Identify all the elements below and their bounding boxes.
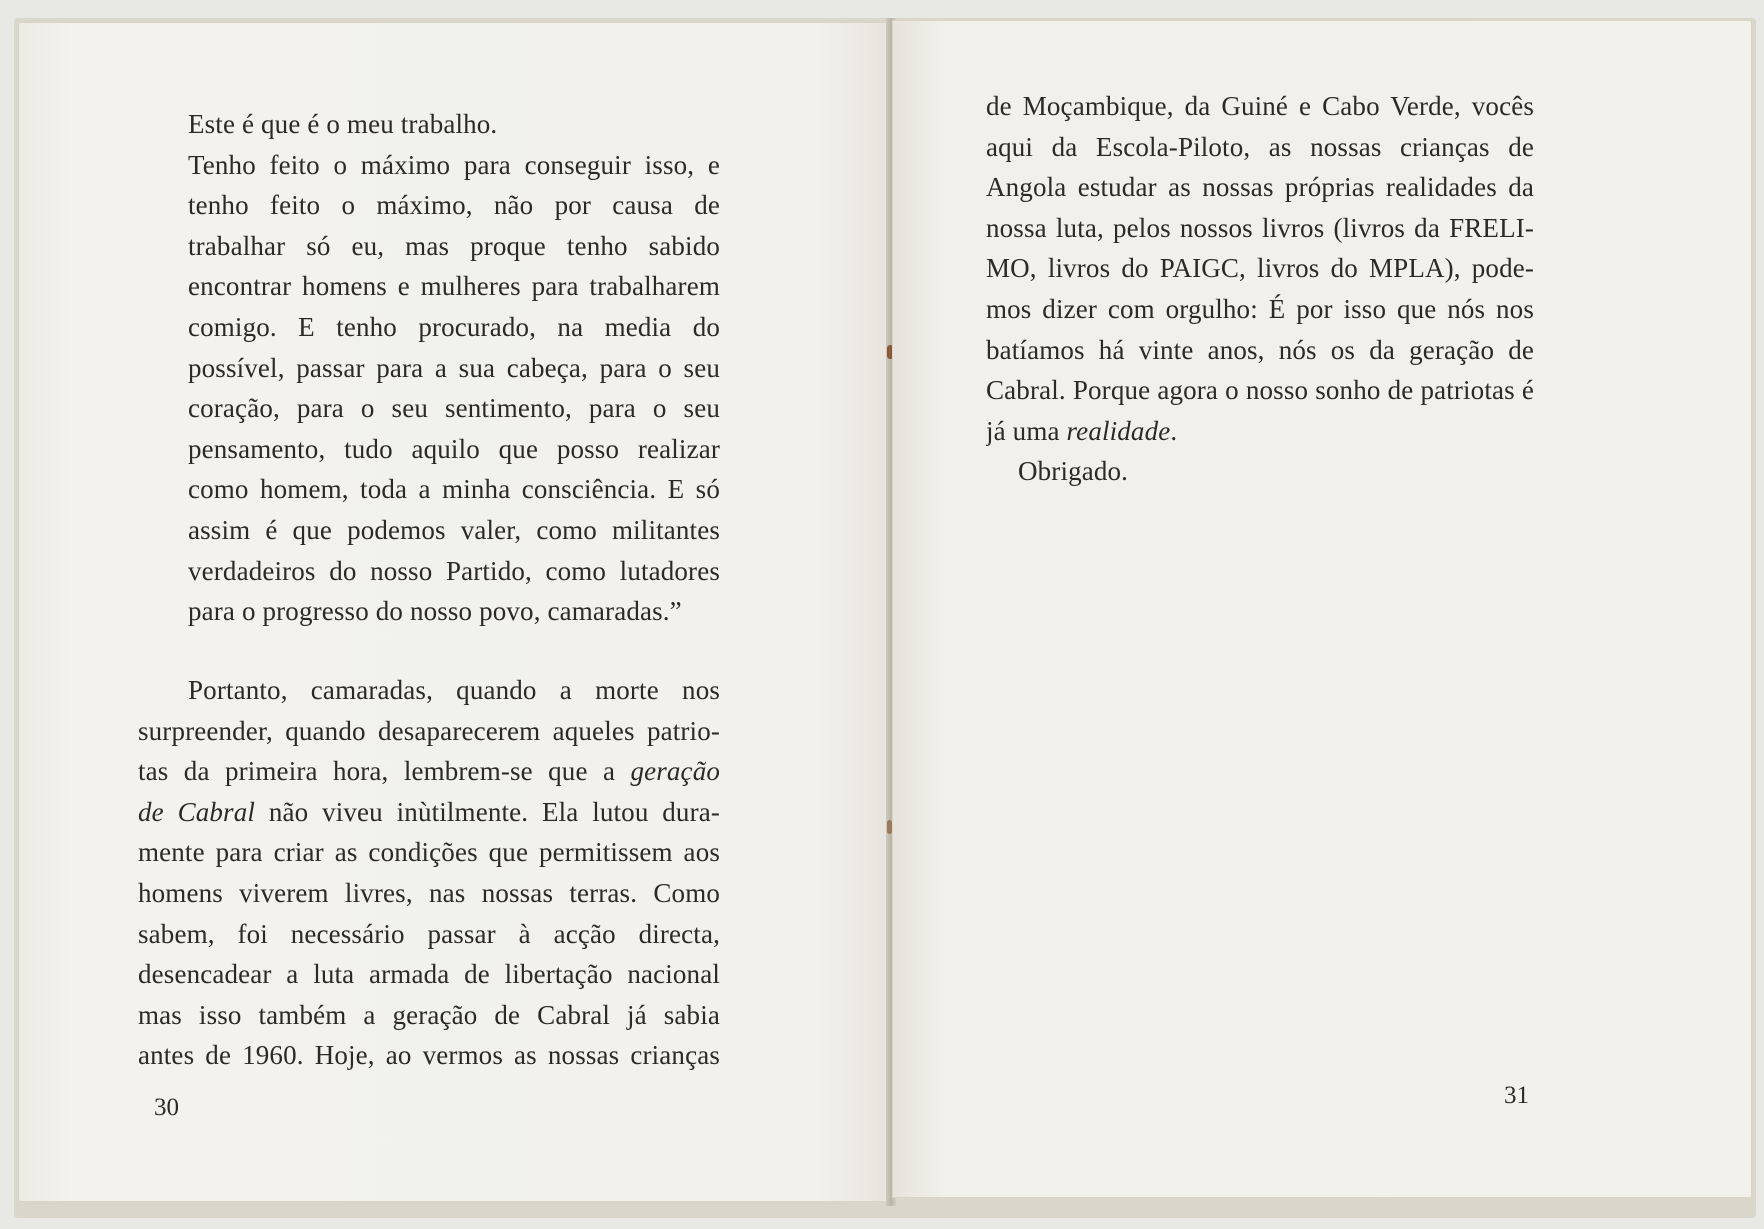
text-line: trabalhar só eu, mas proque tenho sabido bbox=[188, 230, 720, 261]
right-page bbox=[892, 20, 1752, 1198]
text-span: tas da primeira hora, lembrem-se que a bbox=[138, 756, 616, 787]
page-number: 31 bbox=[1504, 1082, 1529, 1109]
text-line: mas isso também a geração de Cabral já sabia bbox=[138, 999, 720, 1030]
left-page-text bbox=[188, 104, 720, 632]
text-line: para o progresso do nosso povo, camaradas.” bbox=[188, 596, 682, 627]
text-line: nossa luta, pelos nossos livros (livros da FRELI- bbox=[986, 212, 1534, 243]
text-line bbox=[138, 792, 720, 833]
text-line: antes de 1960. Hoje, ao vermos as nossas crianças bbox=[138, 1040, 720, 1071]
text-line: mente para criar as condições que permitissem aos bbox=[138, 837, 720, 868]
text-line: batíamos há vinte anos, nós os da geração de bbox=[986, 334, 1534, 365]
text-line: possível, passar para a sua cabeça, para o seu bbox=[188, 352, 720, 383]
text-line: sabem, foi necessário passar à acção directa, bbox=[138, 918, 720, 949]
text-line: como homem, toda a minha consciência. E só bbox=[188, 474, 720, 505]
left-page bbox=[18, 22, 890, 1202]
page-number: 30 bbox=[154, 1094, 179, 1121]
text-line: verdadeiros do nosso Partido, como lutadores bbox=[188, 555, 720, 586]
italic-text: realidade bbox=[1066, 415, 1171, 446]
text-line: pensamento, tudo aquilo que posso realizar bbox=[188, 433, 720, 464]
text-line: Portanto, camaradas, quando a morte nos bbox=[188, 675, 720, 705]
italic-text: geração bbox=[630, 756, 720, 787]
text-line: comigo. E tenho procurado, na media do bbox=[188, 311, 720, 342]
text-line: Cabral. Porque agora o nosso sonho de patriotas é bbox=[986, 375, 1534, 406]
text-line bbox=[986, 411, 1534, 452]
text-line: tenho feito o máximo, não por causa de bbox=[188, 190, 720, 221]
text-line: Este é que é o meu trabalho. bbox=[188, 109, 498, 139]
text-line: MO, livros do PAIGC, livros do MPLA), pode- bbox=[986, 253, 1534, 284]
text-line: assim é que podemos valer, como militantes bbox=[188, 514, 720, 545]
closing-text: Obrigado. bbox=[1018, 456, 1129, 487]
text-line: mos dizer com orgulho: É por isso que nós nos bbox=[986, 293, 1534, 324]
text-line bbox=[138, 751, 720, 792]
text-span: . bbox=[1170, 415, 1178, 446]
italic-text: de Cabral bbox=[138, 796, 256, 827]
text-line: Tenho feito o máximo para conseguir isso, e bbox=[188, 149, 720, 180]
text-line: de Moçambique, da Guiné e Cabo Verde, vocês bbox=[986, 91, 1534, 121]
left-page-paragraph-2 bbox=[138, 670, 720, 1076]
text-line: desencadear a luta armada de libertação nacional bbox=[138, 959, 720, 990]
text-line: aqui da Escola-Piloto, as nossas crianças de bbox=[986, 131, 1534, 162]
right-page-text bbox=[986, 86, 1534, 492]
text-line: Angola estudar as nossas próprias realidades da bbox=[986, 172, 1534, 203]
text-line: homens viverem livres, nas nossas terras. Como bbox=[138, 877, 720, 908]
text-line: coração, para o seu sentimento, para o seu bbox=[188, 393, 720, 424]
text-line: encontrar homens e mulheres para trabalharem bbox=[188, 271, 720, 302]
text-span: não viveu inùtilmente. Ela lutou dura- bbox=[268, 796, 720, 827]
text-line: surpreender, quando desaparecerem aqueles patrio- bbox=[138, 715, 720, 746]
text-span: já uma bbox=[986, 415, 1060, 446]
